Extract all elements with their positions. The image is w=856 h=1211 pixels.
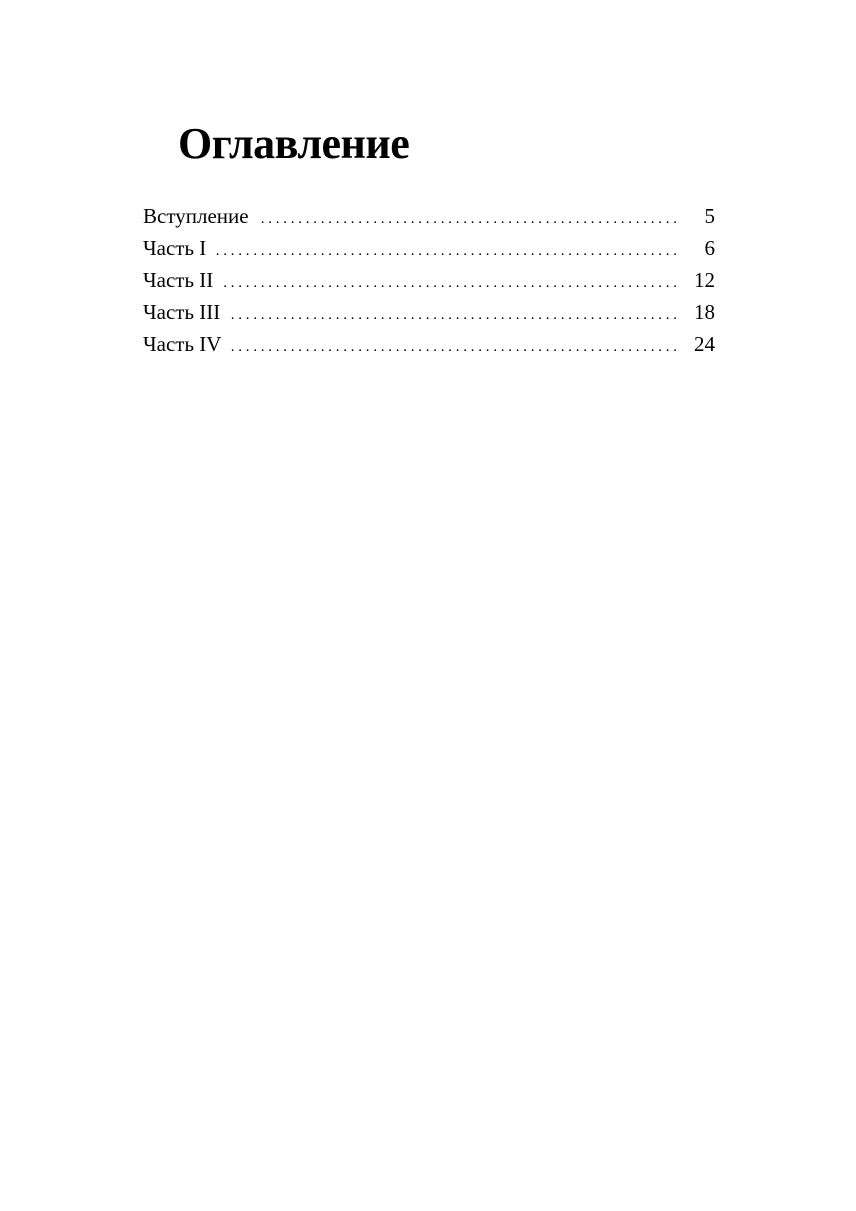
toc-entry-introduction[interactable] <box>143 200 715 232</box>
dot-leader <box>230 299 677 331</box>
toc-entry-page-number: 12 <box>694 268 715 292</box>
toc-entry-page-number: 5 <box>704 204 715 228</box>
toc-entry-label: Часть I <box>143 236 207 260</box>
toc-entry-page-number: 24 <box>694 332 715 356</box>
toc-entry-label: Вступление <box>143 204 249 228</box>
toc-entry-label: Часть III <box>143 300 221 324</box>
toc-entry-part-3[interactable] <box>143 296 715 328</box>
toc-entry-part-1[interactable] <box>143 232 715 264</box>
page-title: Оглавление <box>178 119 410 168</box>
dot-leader <box>259 203 677 235</box>
toc-entry-part-4[interactable] <box>143 328 715 360</box>
toc-entry-part-2[interactable] <box>143 264 715 296</box>
table-of-contents <box>143 200 715 360</box>
toc-entry-page-number: 18 <box>694 300 715 324</box>
dot-leader <box>231 331 677 363</box>
toc-entry-label: Часть IV <box>143 332 222 356</box>
toc-entry-label: Часть II <box>143 268 214 292</box>
dot-leader <box>216 235 677 267</box>
dot-leader <box>223 267 677 299</box>
toc-entry-page-number: 6 <box>704 236 715 260</box>
